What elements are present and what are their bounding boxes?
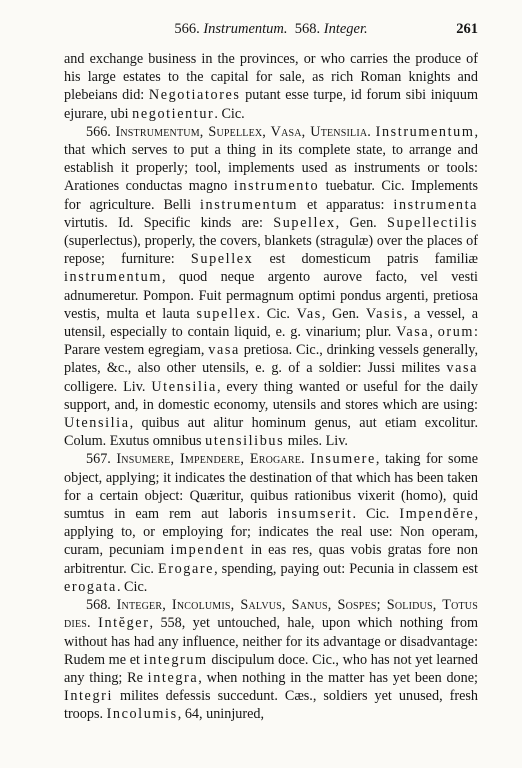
header-right-number: 568. — [294, 21, 321, 37]
text-run: . Cæs., soldiers yet unused, fresh troops. — [64, 688, 478, 723]
continuation-paragraph — [64, 50, 478, 123]
text-run: , 64, uninjured, — [177, 706, 265, 723]
latin-quotation: vinarium — [305, 324, 357, 341]
text-run: , when nothing in the matter has yet been done; — [198, 669, 478, 686]
latin-keyword: Utensilia — [151, 378, 217, 395]
text-run: , 558, yet untouched, hale, upon which nothing from without has had any influence, neither for its advantage or disadvantage: — [64, 615, 478, 650]
latin-keyword: instrumento — [233, 178, 320, 195]
latin-quotation: et apparatus: — [298, 196, 394, 213]
latin-quotation: tuebatur — [319, 178, 372, 195]
latin-quotation: , quibus aut alitur hominum genus, aut etiam excolitur — [129, 415, 475, 432]
text-run: , spending, paying out: — [214, 560, 350, 577]
latin-keyword: Utensilia — [64, 415, 130, 432]
latin-quotation: Arationes conductas magno — [64, 178, 234, 195]
text-run: 566. — [86, 123, 116, 140]
text-run: and exchange business in the provinces, or who carries the produce of his large estates to the capital for sale, as rich Roman knights and plebeians did: — [64, 51, 478, 104]
text-run: ), properly, the covers, blankets ( — [132, 233, 321, 250]
latin-keyword: insumserit — [277, 506, 353, 523]
latin-keyword: negotientur — [132, 105, 215, 122]
text-run: . Cic. Implements for agriculture. — [64, 178, 478, 213]
text-run: . Cic. — [123, 560, 158, 577]
text-run: . Id. Specific kinds are: — [104, 214, 274, 231]
text-run: , every thing wanted or useful for the daily support, and, in domestic economy, utensils and stores which are — [64, 378, 479, 413]
latin-quotation: milites defessis succedunt — [113, 688, 275, 705]
latin-quotation: in eas res, quas vobis gratas fore non arbitrentur — [64, 542, 478, 577]
latin-quotation: Non operam, curam, pecuniam — [64, 524, 478, 559]
latin-keyword: supellex — [196, 305, 257, 322]
synonym-entry — [64, 450, 478, 596]
text-run: ( — [64, 233, 69, 250]
latin-quotation: Parare vestem egregiam, — [64, 342, 209, 359]
latin-keyword: Insumere — [310, 451, 376, 468]
text-run: : — [474, 396, 478, 413]
latin-quotation: est domesticum patris familiæ — [253, 251, 478, 268]
latin-quotation: colligere — [64, 378, 114, 395]
latin-keyword: Vasa — [396, 324, 430, 341]
latin-keyword: erogata — [64, 578, 117, 595]
latin-keyword: Incolumis — [106, 706, 178, 723]
latin-quotation: Exutus omnibus — [109, 433, 206, 450]
text-run: ; plur. — [356, 324, 397, 341]
latin-quotation: discipulum doce — [207, 651, 305, 668]
latin-keyword: Instrumentum — [375, 123, 475, 140]
latin-quotation: Rudem me et — [64, 651, 144, 668]
latin-keyword: instrumentum — [200, 196, 299, 213]
text-run: , applying to, or employing for; indicates the real use: — [64, 506, 478, 541]
synonym-entry — [64, 123, 478, 451]
latin-quotation: Re — [127, 669, 148, 686]
header-left-word: Instrumentum. — [203, 21, 288, 37]
text-run: . Cic., who has not yet learned any thing; — [64, 651, 478, 686]
latin-quotation: Belli — [163, 196, 200, 213]
latin-keyword: Intĕger — [98, 615, 150, 632]
latin-keyword: integrum — [143, 651, 208, 668]
text-run: : — [474, 324, 478, 341]
text-run: . Cic. — [256, 305, 297, 322]
entry-heading: Instrumentum, Supellex, Vasa, Utensilia. — [115, 123, 372, 140]
latin-keyword: Integri — [64, 688, 114, 705]
text-run: , that which serves to put a thing in its complete state, to arrange and establish it properly; tool, implements used as instruments or tools: — [64, 123, 478, 177]
latin-keyword: vasa — [446, 360, 478, 377]
latin-keyword: instrumenta — [393, 196, 479, 213]
synonym-entry — [64, 596, 478, 723]
text-run: , a vessel, a utensil, especially to contain liquid, e. g. — [64, 305, 479, 341]
entry-heading: Integer, Incolumis, Salvus, Sanus, Sospes; Solidus, Totus dies. — [64, 597, 478, 632]
text-run: ) over the places of repose; furniture: — [64, 233, 478, 268]
latin-keyword: Erogare — [157, 560, 215, 577]
text-run: 568. — [86, 597, 117, 614]
running-header — [64, 16, 478, 42]
header-right-word: Integer. — [323, 21, 368, 37]
text-run: . Cic., drinking vessels generally, plates, &c., also other utensils, e. g. of a soldier: — [64, 342, 478, 377]
text-run: . Cic. — [214, 105, 245, 122]
latin-quotation: virtutis — [64, 214, 105, 231]
latin-quotation: Quæritur, quibus rationibus vixerit (homo), quid sumtus in eam rem aut laboris — [64, 487, 478, 523]
latin-keyword: Supellex — [190, 251, 254, 268]
latin-quotation: pretiosa — [239, 342, 289, 359]
text-run: , Gen. — [321, 305, 366, 322]
latin-quotation: miles — [284, 433, 319, 450]
latin-quotation: , quod neque argento aurove facto, vel vesti adnumeretur — [64, 269, 478, 304]
latin-quotation: superlectus — [68, 233, 133, 250]
latin-keyword: Vas — [296, 305, 322, 322]
latin-keyword: Negotiatores — [148, 87, 241, 104]
latin-keyword: Supellex — [273, 214, 336, 231]
text-run: , Gen. — [335, 214, 388, 231]
header-left-number: 566. — [174, 21, 200, 37]
text-run: . Cic. — [116, 578, 148, 595]
latin-quotation: Fuit permagnum optimi pondus argenti, pretiosa vestis, multa et lauta — [64, 287, 478, 322]
entry-heading: Insumere, Impendere, Erogare. — [116, 451, 305, 468]
latin-keyword: integra — [147, 669, 199, 686]
latin-quotation: putant esse turpe, id forum sibi iniquum ejurare, ubi — [64, 87, 478, 122]
text-run: . Liv. — [318, 433, 348, 450]
text-run: , taking for some object, applying; it indicates the destination of that which has been taken for a certain object: — [64, 451, 478, 504]
latin-keyword: Supellectilis — [387, 214, 478, 231]
page-number: 261 — [456, 21, 478, 37]
latin-quotation: Pecunia in classem est — [349, 560, 479, 577]
latin-keyword: vasa — [208, 342, 240, 359]
running-title — [64, 16, 478, 42]
text-run: . Cic. — [352, 506, 400, 523]
text-run: , — [429, 324, 438, 341]
text-run: . Colum. — [64, 415, 478, 450]
latin-keyword: orum — [437, 324, 475, 341]
text-run: . Liv. — [113, 378, 152, 395]
latin-keyword: impendent — [170, 542, 245, 559]
latin-keyword: Impendĕre — [399, 506, 475, 523]
latin-keyword: Vasis — [365, 305, 404, 322]
text-run: 567. — [86, 451, 117, 468]
text-run: . Pompon. — [134, 287, 199, 304]
latin-quotation: Jussi milites — [367, 360, 447, 377]
latin-quotation: stragulæ — [320, 233, 369, 250]
latin-keyword: utensilibus — [205, 433, 285, 450]
page-body — [64, 50, 478, 724]
latin-quotation: using — [443, 396, 475, 413]
latin-keyword: instrumentum — [64, 269, 163, 286]
